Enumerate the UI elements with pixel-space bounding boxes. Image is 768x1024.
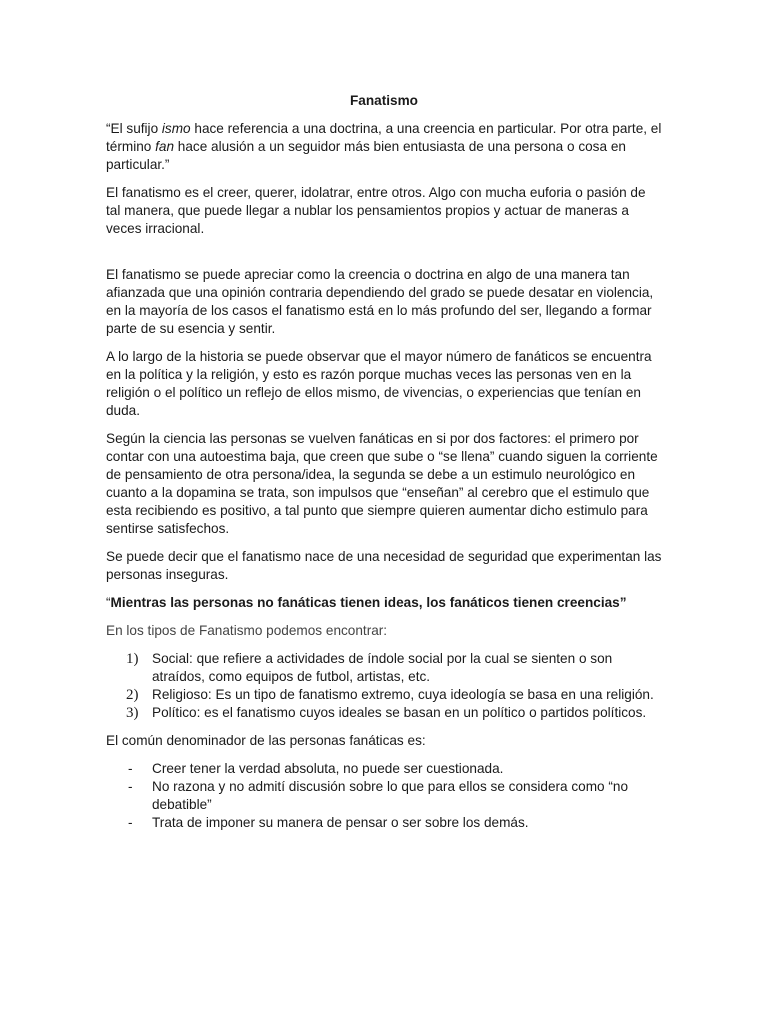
list-number: 2) xyxy=(126,687,139,703)
intro-quote-ismo: ismo xyxy=(161,121,191,136)
paragraph-security: Se puede decir que el fanatismo nace de una necesidad de seguridad que experimentan las personas inseguras. xyxy=(106,549,662,582)
list-item-no-reasoning xyxy=(106,778,662,814)
list-item-absolute-truth xyxy=(106,760,662,778)
document-title: Fanatismo xyxy=(350,93,418,108)
intro-quote-text-1: “El sufijo xyxy=(106,121,162,136)
list-item-text: Político: es el fanatismo cuyos ideales se basan en un político o partidos políticos. xyxy=(152,705,647,720)
bold-quote-open-mark: “ xyxy=(106,595,111,610)
dash-bullet: - xyxy=(128,761,133,776)
list-item-type-political xyxy=(106,704,662,722)
list-item-text: Creer tener la verdad absoluta, no puede ser cuestionada. xyxy=(152,761,504,776)
bold-quote xyxy=(106,594,662,612)
denominator-intro: El común denominador de las personas fanáticas es: xyxy=(106,733,426,748)
types-intro: En los tipos de Fanatismo podemos encontrar: xyxy=(106,623,388,638)
list-number: 3) xyxy=(126,705,139,721)
paragraph-spacer xyxy=(106,248,662,266)
list-item-text: Trata de imponer su manera de pensar o ser sobre los demás. xyxy=(152,815,529,830)
list-item-text: Social: que refiere a actividades de índole social por la cual se sienten o son atraídos, como equipos de futbol, artistas, etc. xyxy=(152,651,613,684)
dash-bullet: - xyxy=(128,779,133,794)
list-item-text: Religioso: Es un tipo de fanatismo extremo, cuya ideología se basa en una religión. xyxy=(152,687,654,702)
list-item-type-social xyxy=(106,650,662,686)
intro-quote-text-3: hace alusión a un seguidor más bien entusiasta de una persona o cosa en particular.” xyxy=(106,139,626,172)
paragraph-definition: El fanatismo es el creer, querer, idolatrar, entre otros. Algo con mucha euforia o pasión de tal manera, que puede llegar a nublar los pensamientos propios y actuar de maneras a veces irracional. xyxy=(106,185,646,236)
bold-quote-text: Mientras las personas no fanáticas tienen ideas, los fanáticos tienen creencias” xyxy=(110,595,627,610)
document-body xyxy=(106,92,662,832)
dash-bullet: - xyxy=(128,815,133,830)
intro-quote-fan: fan xyxy=(155,139,175,154)
paragraph-science: Según la ciencia las personas se vuelven fanáticas en si por dos factores: el primero por contar con una autoestima baja, que creen que sube o “se llena” cuando siguen la corriente de pensamiento de otra persona/idea, la segunda se debe a un estimulo neurológico en cuanto a la dopamina se trata, son impulsos que “enseñan” al cerebro que el estimulo que esta recibiendo es positivo, a tal punto que siempre quieren aumentar dicho estimulo para sentirse satisfechos. xyxy=(106,431,658,536)
list-item-impose xyxy=(106,814,662,832)
intro-quote-paragraph xyxy=(106,120,662,174)
list-number: 1) xyxy=(126,651,139,667)
denominator-list xyxy=(106,760,662,832)
types-list xyxy=(106,650,662,722)
list-item-text: No razona y no admití discusión sobre lo que para ellos se considera como “no debatible” xyxy=(152,779,629,812)
list-item-type-religious xyxy=(106,686,662,704)
paragraph-history: A lo largo de la historia se puede observar que el mayor número de fanáticos se encuentra en la política y la religión, y esto es razón porque muchas veces las personas ven en la religión o el político un reflejo de ellos mismo, de vivencias, o experiencias que tenían en duda. xyxy=(106,349,652,418)
paragraph-belief: El fanatismo se puede apreciar como la creencia o doctrina en algo de una manera tan afianzada que una opinión contraria dependiendo del grado se puede desatar en violencia, en la mayoría de los casos el fanatismo está en lo más profundo del ser, llegando a formar parte de su esencia y sentir. xyxy=(106,267,654,336)
intro-quote-text-2: hace referencia a una doctrina, a una creencia en particular. Por otra parte, el término xyxy=(106,121,662,154)
